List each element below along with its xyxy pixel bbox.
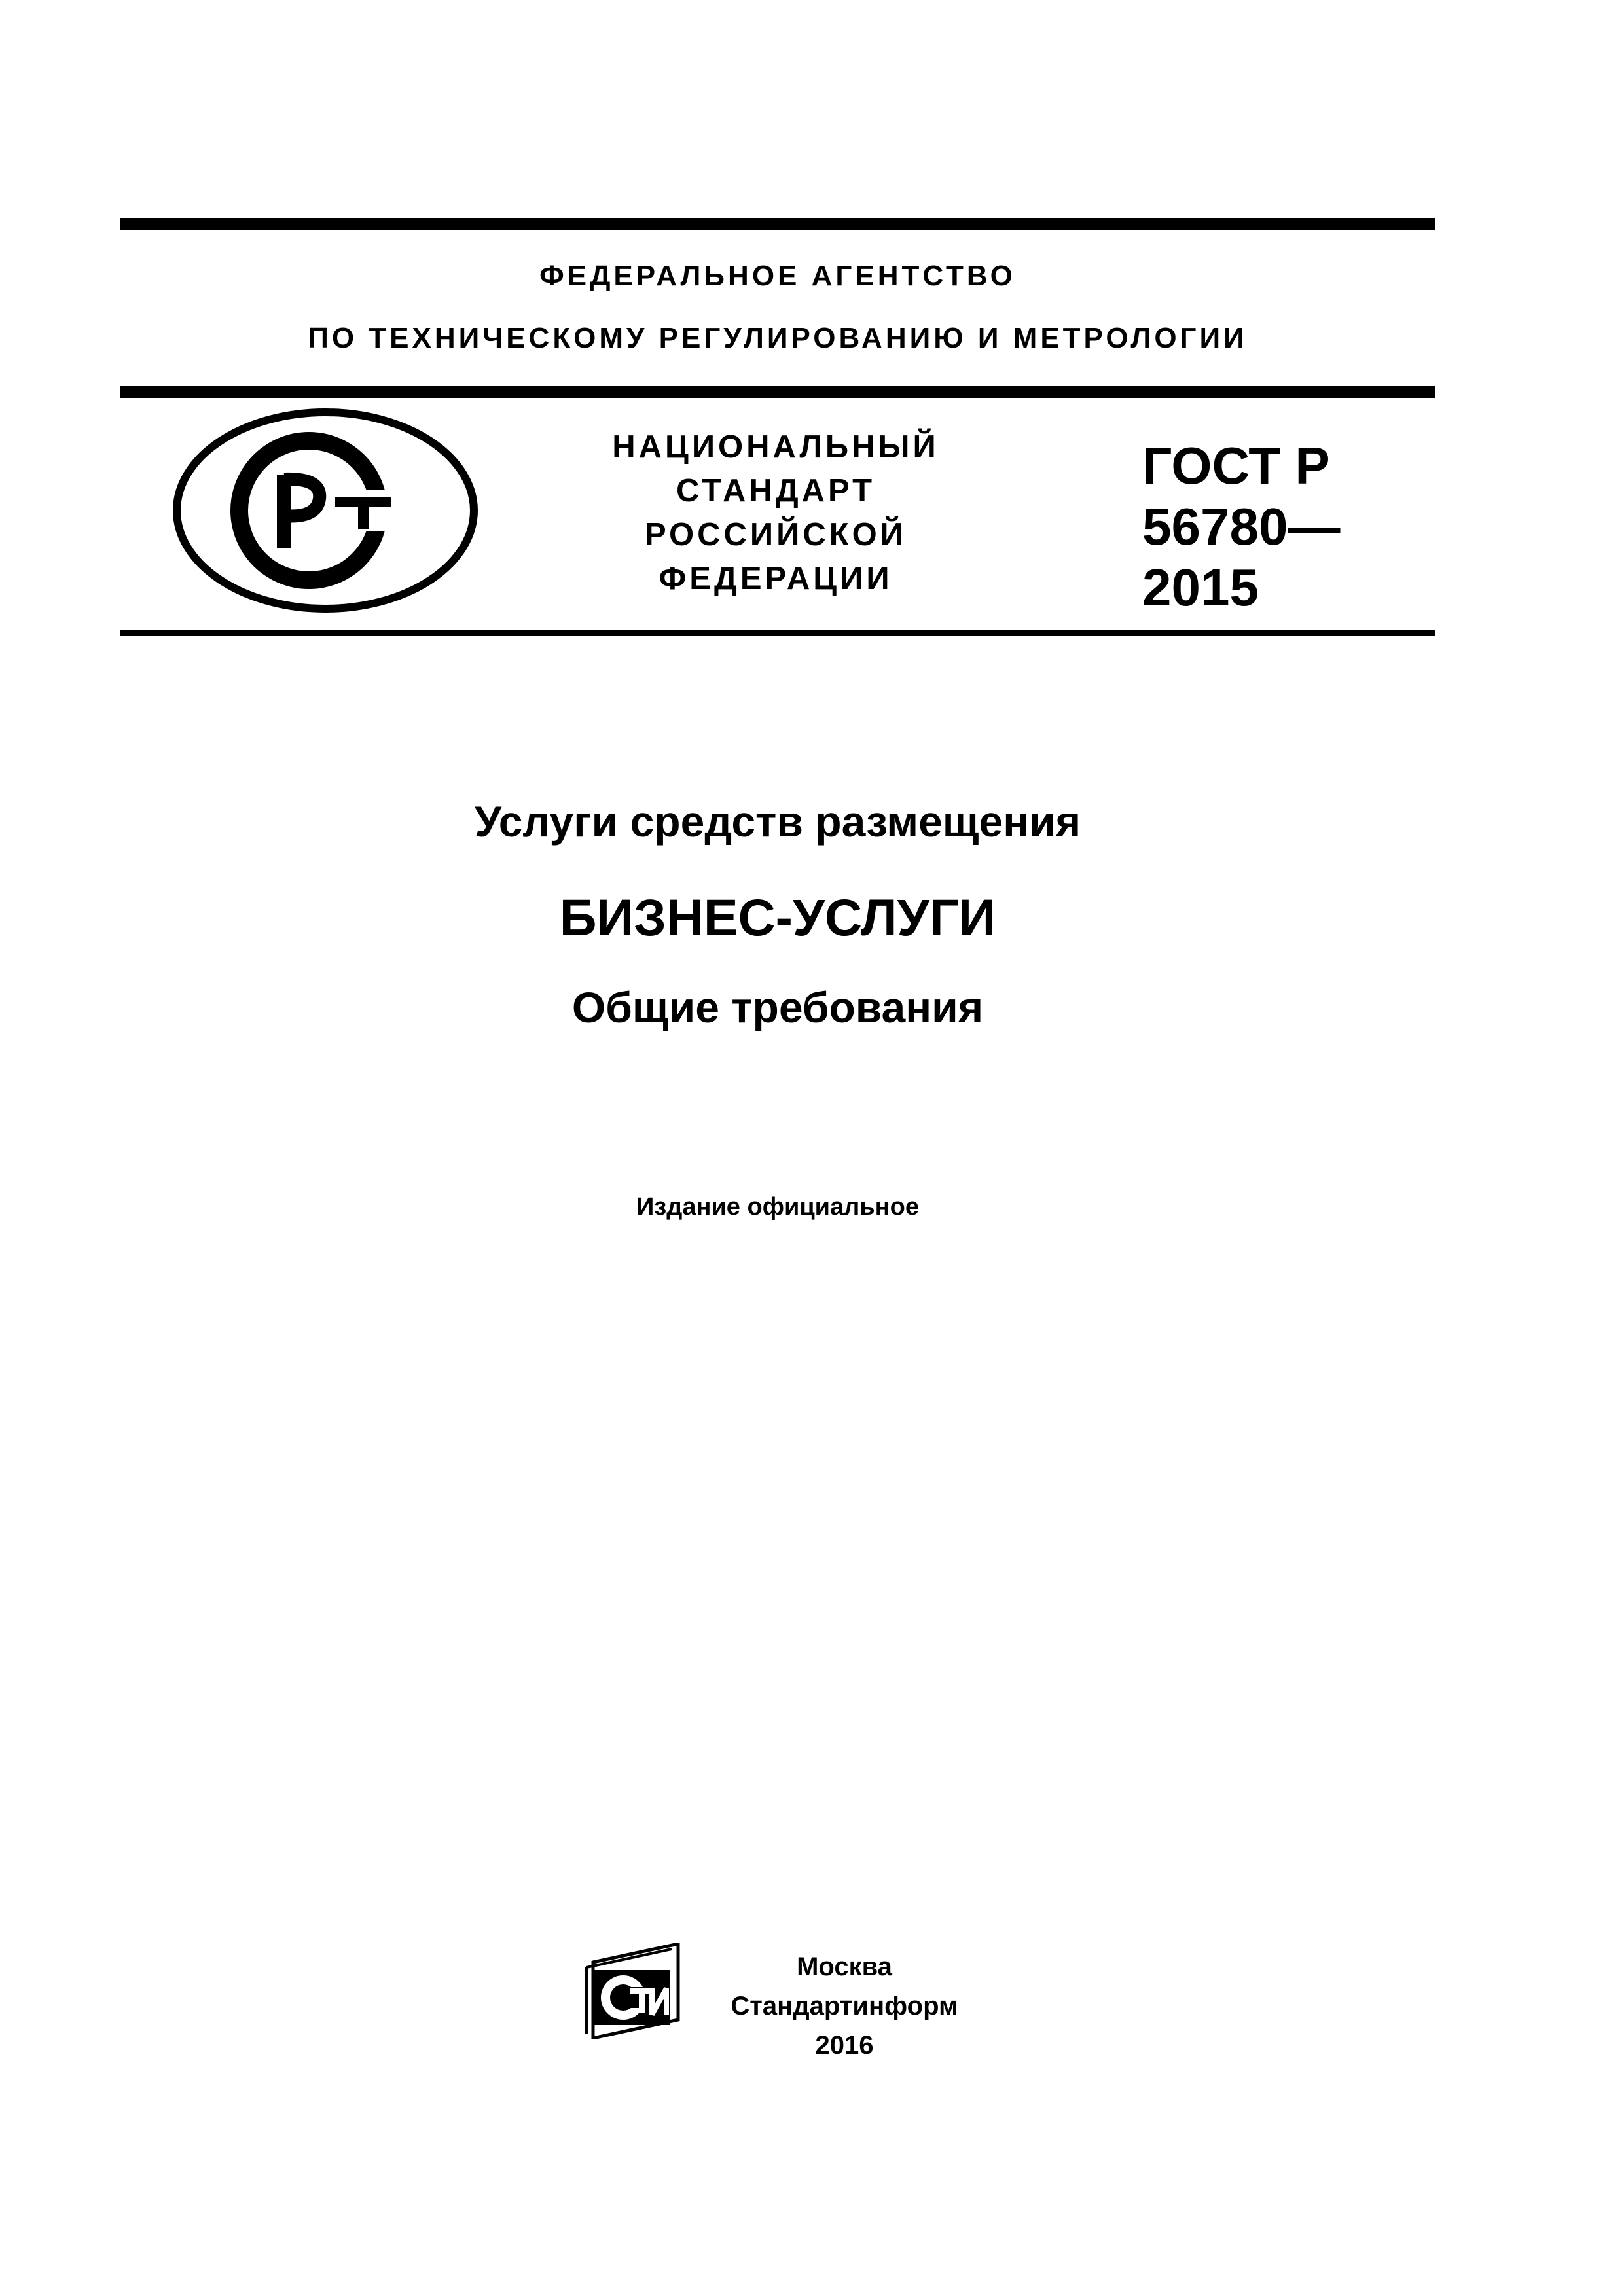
standard-type-line: РОССИЙСКОЙ	[645, 517, 907, 552]
standard-type-line: НАЦИОНАЛЬНЫЙ	[612, 429, 939, 465]
standard-type-line: ФЕДЕРАЦИИ	[659, 561, 893, 596]
document-title-line-1: Услуги средств размещения	[474, 797, 1081, 846]
edition-note: Издание официальное	[636, 1193, 919, 1221]
agency-name-line-2: ПО ТЕХНИЧЕСКОМУ РЕГУЛИРОВАНИЮ И МЕТРОЛОГИИ	[308, 322, 1248, 354]
standard-type	[563, 425, 988, 601]
header-rule	[120, 386, 1435, 398]
standard-designation	[1142, 435, 1424, 618]
standard-type-line: СТАНДАРТ	[676, 473, 876, 509]
designation-line: 2015	[1142, 558, 1259, 617]
publisher-name: Стандартинформ	[731, 1992, 958, 2020]
designation-line: ГОСТ Р	[1142, 437, 1330, 495]
agency-name-line-1: ФЕДЕРАЛЬНОЕ АГЕНТСТВО	[539, 260, 1016, 292]
standartinform-logo-icon	[580, 1943, 690, 2039]
publication-year: 2016	[815, 2031, 874, 2060]
rst-emblem-icon	[171, 406, 479, 615]
designation-line: 56780—	[1142, 497, 1341, 556]
designation-rule	[120, 630, 1435, 636]
document-title-line-2: БИЗНЕС-УСЛУГИ	[559, 888, 996, 946]
document-title-line-3: Общие требования	[571, 983, 984, 1031]
publisher-city: Москва	[797, 1952, 892, 1981]
publisher-imprint	[720, 1947, 969, 2065]
top-rule	[120, 218, 1435, 230]
